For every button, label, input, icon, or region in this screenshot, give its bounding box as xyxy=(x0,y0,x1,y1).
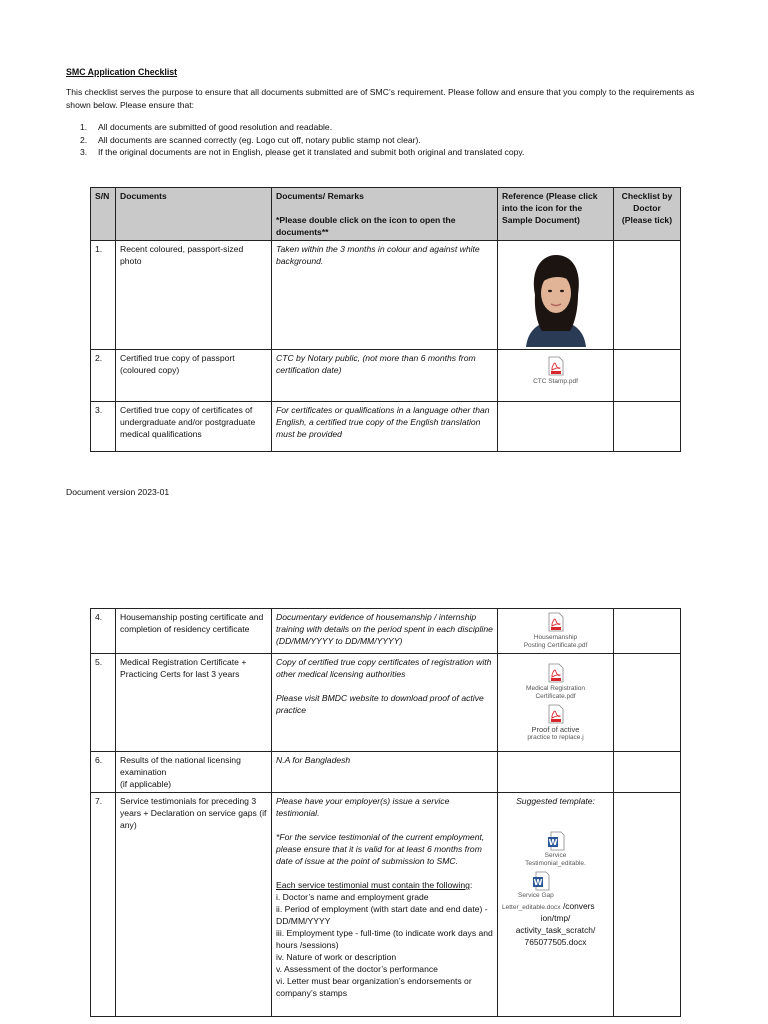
svg-text:W: W xyxy=(548,838,557,847)
row-reference xyxy=(498,654,614,752)
row-sn: 2. xyxy=(91,350,116,402)
table-row xyxy=(91,609,681,654)
row-sn: 3. xyxy=(91,402,116,452)
sample-photo-image[interactable] xyxy=(516,249,596,347)
row-remark: For certificates or qualifications in a language other than English, a certified true copy of the English translation must be provided xyxy=(272,402,498,452)
row-document: Certified true copy of passport (coloured copy) xyxy=(116,350,272,402)
row-reference xyxy=(498,793,614,1017)
row-checklist[interactable] xyxy=(614,241,681,350)
header-sn: S/N xyxy=(91,188,116,241)
reference-caption: Testimonial_editable. xyxy=(525,860,586,867)
reference-caption: Certificate.pdf xyxy=(535,693,576,700)
row-remark: Documentary evidence of housemanship / internship training with details on the period spent in each discipline (DD/MM/YYYY to DD/MM/YYYY) xyxy=(272,609,498,654)
row-checklist[interactable] xyxy=(614,350,681,402)
header-remarks: Documents/ Remarks *Please double click on the icon to open the documents** xyxy=(272,188,498,241)
row-reference xyxy=(498,241,614,350)
header-reference: Reference (Please click into the icon for the Sample Document) xyxy=(498,188,614,241)
row-reference xyxy=(498,609,614,654)
row-remark: CTC by Notary public, (not more than 6 months from certification date) xyxy=(272,350,498,402)
table-row xyxy=(91,752,681,793)
row-checklist[interactable] xyxy=(614,793,681,1017)
reference-caption: Medical Registration xyxy=(526,685,585,692)
file-path-text: /convers xyxy=(562,901,595,911)
row-sn: 4. xyxy=(91,609,116,654)
reference-caption: Proof of active xyxy=(531,725,580,734)
pdf-file-icon[interactable] xyxy=(548,612,564,632)
reference-caption: practice to replace.j xyxy=(527,734,584,741)
reference-caption: Letter_editable.docx xyxy=(502,904,561,911)
reference-caption: Service xyxy=(544,852,567,859)
table-row xyxy=(91,402,681,452)
ensure-item: 3. If the original documents are not in English, please get it translated and submit both original and translated copy. xyxy=(80,147,525,157)
sub-item: iii. Employment type - full-time (to indicate work days and hours /sessions) xyxy=(276,928,493,950)
table-row xyxy=(91,241,681,350)
ensure-item: 2. All documents are scanned correctly (eg. Logo cut off, notary public stamp not clear). xyxy=(80,134,421,145)
pdf-file-icon[interactable] xyxy=(548,356,564,376)
row-checklist[interactable] xyxy=(614,752,681,793)
table-row xyxy=(91,350,681,402)
file-path-text: 765077505.docx xyxy=(524,937,587,947)
pdf-file-icon[interactable] xyxy=(548,663,564,683)
row-remark: Please have your employer(s) issue a service testimonial. *For the service testimonial of the current employment, please ensure that it is valid for at least 6 months from date of issue at the point of submission to SMC. Each service testimonial must contain the following: i. Doctor’s name and employment grade ii. Period of employment (with start date and end date) - DD/MM/YYYY iii. Employment type - full-time (to indicate work days and hours /sessions) iv. Nature of work or description v. Assessment of the doctor’s performance vi. Letter must bear organization’s endorsements or company’s stamps xyxy=(272,793,498,1017)
reference-caption: Service Gap xyxy=(518,892,554,899)
ensure-item: 1. All documents are submitted of good resolution and readable. xyxy=(80,122,333,132)
row-checklist[interactable] xyxy=(614,609,681,654)
reference-caption: CTC Stamp.pdf xyxy=(533,378,578,385)
row-document: Results of the national licensing examination (if applicable) xyxy=(116,752,272,793)
reference-caption: Housemanship xyxy=(533,634,578,641)
sub-item: i. Doctor’s name and employment grade xyxy=(276,892,429,902)
svg-text:W: W xyxy=(533,878,543,887)
row-remark: Copy of certified true copy certificates of registration with other medical licensing authorities Please visit BMDC website to download proof of active practice xyxy=(272,654,498,752)
row-sn: 5. xyxy=(91,654,116,752)
suggested-template-label: Suggested template: xyxy=(516,796,595,806)
row-remark: N.A for Bangladesh xyxy=(272,752,498,793)
row-reference xyxy=(498,350,614,402)
row-sn: 7. xyxy=(91,793,116,1017)
sub-item: vi. Letter must bear organization’s endorsements or company’s stamps xyxy=(276,976,472,998)
row-remark: Taken within the 3 months in colour and against white background. xyxy=(272,241,498,350)
sub-item: iv. Nature of work or description xyxy=(276,952,397,962)
intro-paragraph: This checklist serves the purpose to ensure that all documents submitted are of SMC’s requirement. Please follow and ensure that you comply to the requirements as shown below. Please ensure that: xyxy=(66,87,695,110)
table-row xyxy=(91,793,681,1017)
sub-item: v. Assessment of the doctor’s performance xyxy=(276,964,438,974)
table-row xyxy=(91,654,681,752)
row-document: Medical Registration Certificate + Practicing Certs for last 3 years xyxy=(116,654,272,752)
header-documents: Documents xyxy=(116,188,272,241)
file-path-text: activity_task_scratch/ xyxy=(515,925,596,935)
word-file-icon[interactable] xyxy=(532,871,550,891)
row-checklist[interactable] xyxy=(614,402,681,452)
pdf-file-icon[interactable] xyxy=(548,704,564,724)
row-reference xyxy=(498,752,614,793)
row-document: Certified true copy of certificates of undergraduate and/or postgraduate medical qualifications xyxy=(116,402,272,452)
sub-item: ii. Period of employment (with start date and end date) - DD/MM/YYYY xyxy=(276,904,488,926)
row-reference xyxy=(498,402,614,452)
row-document: Recent coloured, passport-sized photo xyxy=(116,241,272,350)
word-file-icon[interactable] xyxy=(547,831,565,851)
ensure-list xyxy=(80,121,524,159)
row-document: Housemanship posting certificate and completion of residency certificate xyxy=(116,609,272,654)
header-checklist: Checklist by Doctor (Please tick) xyxy=(614,188,681,241)
row-sn: 1. xyxy=(91,241,116,350)
row-document: Service testimonials for preceding 3 years + Declaration on service gaps (if any) xyxy=(116,793,272,1017)
checklist-table-page2 xyxy=(90,608,681,1017)
file-path-text: ion/tmp/ xyxy=(540,913,571,923)
document-version: Document version 2023-01 xyxy=(66,487,170,497)
checklist-table-page1 xyxy=(90,187,681,452)
row-checklist[interactable] xyxy=(614,654,681,752)
reference-caption: Posting Certificate.pdf xyxy=(523,642,588,649)
page-title: SMC Application Checklist xyxy=(66,67,178,77)
row-sn: 6. xyxy=(91,752,116,793)
